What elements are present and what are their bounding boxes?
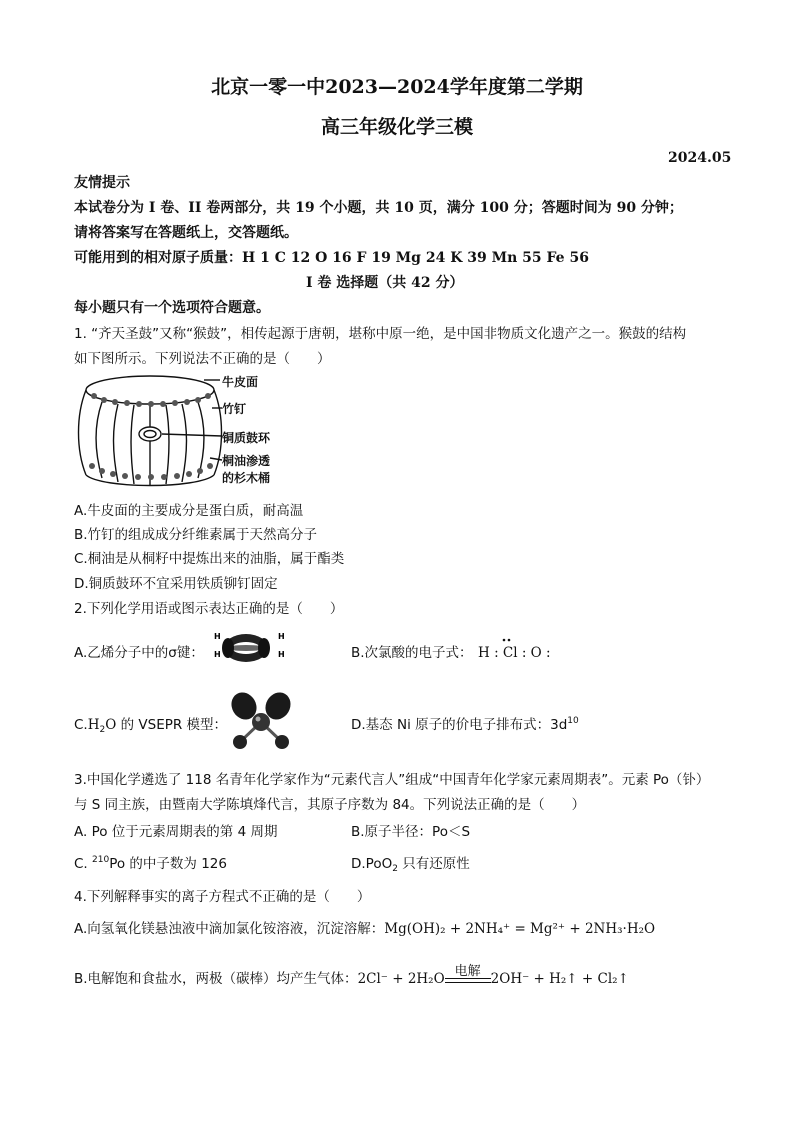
q3-option-d [351, 852, 470, 874]
label-niu-pi-mian: 牛皮面 [222, 375, 259, 389]
q4-a-text: A.向氢氧化镁悬浊液中滴加氯化铵溶液，沉淀溶解： [74, 921, 385, 937]
q2-option-b-text: B.次氯酸的电子式： [351, 645, 473, 661]
label-zhu-ding: 竹钉 [222, 402, 247, 416]
q1-option-a: A.牛皮面的主要成分是蛋白质，耐高温 [74, 503, 304, 519]
notice-line2: 请将答案写在答题纸上，交答题纸。 [74, 225, 298, 241]
sigma-bond-image [214, 624, 294, 672]
q4-b-text: B.电解饱和食盐水，两极（碳棒）均产生气体： [74, 971, 358, 987]
q4-b-equation-right: 2OH⁻ + H₂↑ + Cl₂↑ [490, 971, 629, 987]
notice-heading: 友情提示 [74, 175, 130, 191]
svg-text:H: H [214, 632, 221, 641]
q2-option-b-formula: H : Cl : O : [478, 645, 551, 661]
q3-d-prefix: D.PoO [351, 856, 393, 872]
lone-pair-dots-icon [500, 636, 520, 644]
q1-option-d: D.铜质鼓环不宜采用铁质铆钉固定 [74, 576, 278, 592]
q3-c-body: Po 的中子数为 126 [109, 856, 227, 872]
svg-text:H: H [214, 650, 221, 659]
q4-option-b [74, 964, 629, 987]
exam-title: 北京一零一中2023—2024学年度第二学期 [211, 76, 583, 98]
atomic-mass-line: 可能用到的相对原子质量：H 1 C 12 O 16 F 19 Mg 24 K 39 Mn 55 Fe 56 [74, 250, 589, 266]
exam-date: 2024.05 [668, 150, 732, 166]
notice-line1: 本试卷分为 I 卷、II 卷两部分，共 19 个小题，共 10 页，满分 100 分；答题时间为 90 分钟； [74, 200, 683, 216]
svg-text:H: H [278, 650, 285, 659]
q4-a-equation: Mg(OH)₂ + 2NH₄⁺ = Mg²⁺ + 2NH₃·H₂O [384, 921, 656, 937]
exam-subtitle: 高三年级化学三模 [320, 116, 473, 138]
q1-option-c: C.桐油是从桐籽中提炼出来的油脂，属于酯类 [74, 551, 345, 567]
q2-c-prefix: C. [74, 717, 88, 733]
q1-option-b: B.竹钉的组成成分纤维素属于天然高分子 [74, 527, 318, 543]
q3-c-mass-number: 210 [92, 855, 110, 865]
q2-d-body: D.基态 Ni 原子的价电子排布式：3d [351, 717, 568, 733]
q4-b-condition-arrow [445, 964, 491, 983]
q2-c-formula-h: H [87, 717, 100, 733]
q3-option-b: B.原子半径：Po＜S [351, 824, 471, 840]
q3-d-body: 只有还原性 [397, 856, 470, 872]
q1-stem-line1: 1. “齐天圣鼓”又称“猴鼓”，相传起源于唐朝，堪称中原一绝，是中国非物质文化遗产之一。猴鼓的结构 [74, 326, 687, 342]
q2-c-formula-o: O [105, 717, 117, 733]
q4-b-equation-left: 2Cl⁻ + 2H₂O [357, 971, 445, 987]
q3-option-c [74, 852, 227, 872]
q4-stem: 4.下列解释事实的离子方程式不正确的是（ ） [74, 889, 371, 905]
q2-option-d-text [351, 713, 579, 733]
vsepr-model-image [228, 690, 294, 754]
q3-stem-line2: 与 S 同主族，由暨南大学陈填烽代言，其原子序数为 84。下列说法正确的是（ ） [74, 797, 586, 813]
section-instruction: 每小题只有一个选项符合题意。 [74, 300, 270, 316]
q2-d-superscript: 10 [567, 716, 579, 726]
q3-c-prefix: C. [74, 856, 93, 872]
q3-stem-line1: 3.中国化学遴选了 118 名青年化学家作为“元素代言人”组成“中国青年化学家元素周期表”。元素 Po（钋） [74, 772, 710, 788]
q2-c-formula-sub: 2 [99, 725, 106, 735]
q2-option-a-text: A.乙烯分子中的σ键： [74, 645, 204, 661]
svg-text:H: H [278, 632, 285, 641]
label-tong-zhi-gu-huan: 铜质鼓环 [222, 431, 271, 445]
section-title: I 卷 选择题（共 42 分） [306, 275, 464, 291]
label-shan-mu-tong: 的杉木桶 [222, 471, 271, 485]
q4-option-a [74, 917, 655, 937]
q3-d-subscript: 2 [392, 864, 398, 874]
q4-b-condition-label: 电解 [454, 964, 481, 979]
q2-c-suffix: 的 VSEPR 模型： [116, 717, 228, 733]
q2-stem: 2.下列化学用语或图示表达正确的是（ ） [74, 601, 344, 617]
q2-option-c-text [74, 713, 227, 735]
q3-option-a: A. Po 位于元素周期表的第 4 周期 [74, 824, 278, 840]
label-tong-you-shen-tou: 桐油渗透 [222, 454, 271, 468]
q1-stem-line2: 如下图所示。下列说法不正确的是（ ） [74, 351, 331, 367]
